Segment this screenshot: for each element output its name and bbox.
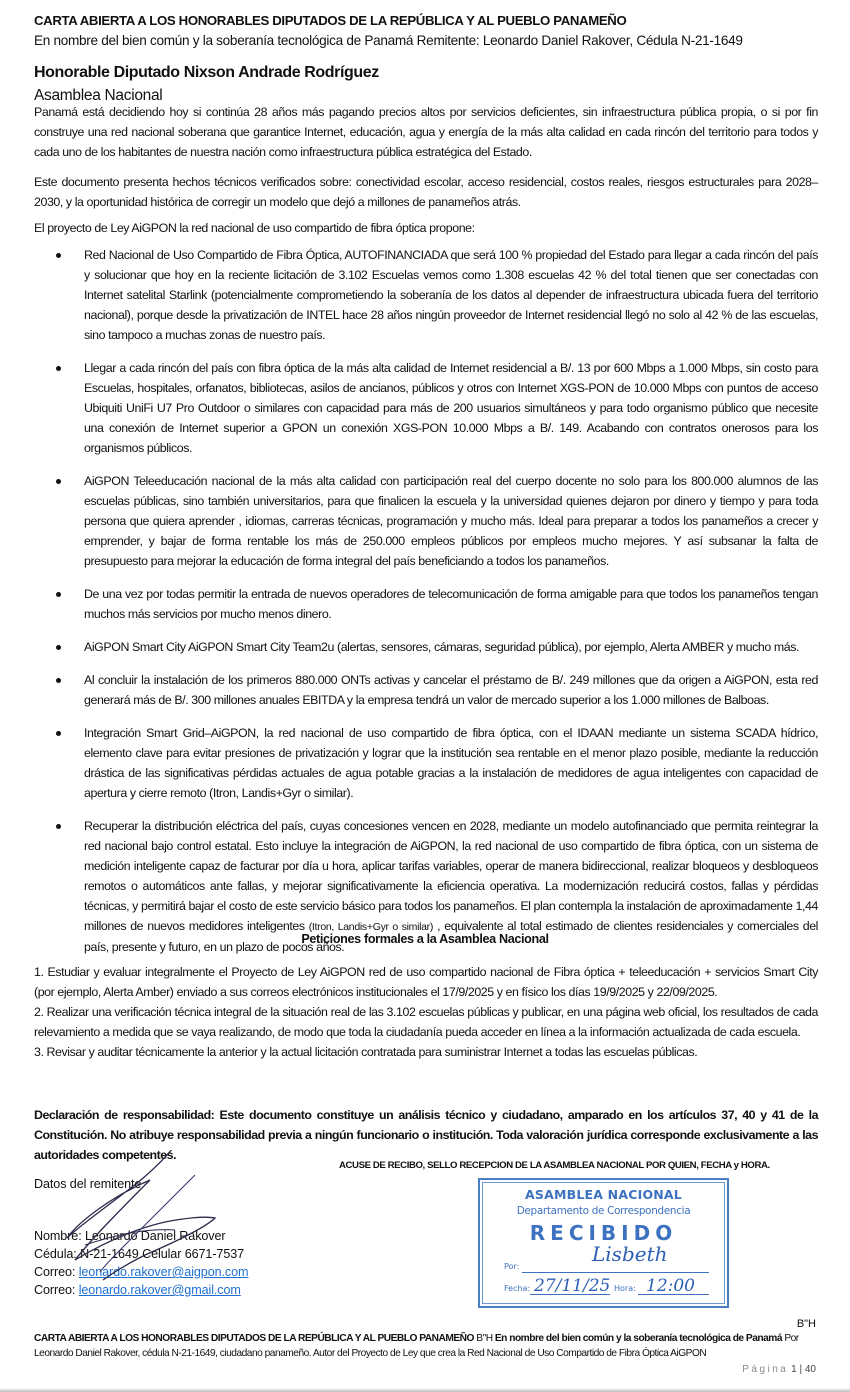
stamp-time-label: Hora: [614,1284,636,1293]
bullet-icon [56,253,61,258]
list-item: Llegar a cada rincón del país con fibra óptica de la más alta calidad de Internet residencial a B/. 13 por 600 Mbps a 1.000 Mbps, sin costo para Escuelas, hospitales, orfanatos, bibliotecas, asilos de ancianos, públicos y otros con Internet XGS-PON de 10.000 Mbps con puntos de acceso Ubiquiti UniFi U7 Pro Outdoor o similares con capacidad para más de 200 usuarios simultáneos y para todo organismo público que necesite una conexión de Internet superior a GPON un conexión XGS-PON 10.000 Mbps a B/. 149. Acabando con contratos onerosos para los organismos públicos. [34,358,818,458]
bullet-icon [56,479,61,484]
petition-item: 2. Realizar una verificación técnica integral de la situación real de las 3.102 escuelas públicas y publicar, en una página web oficial, los resultados de cada relevamiento a medida que se vaya realizando, de modo que toda la ciudadanía pueda acceder en línea a la información actualizada de cada escuela. [34,1005,818,1039]
petitions-list [34,962,818,1062]
stamp-institution: ASAMBLEA NACIONAL [525,1187,682,1202]
addressee-institution: Asamblea Nacional [34,87,163,104]
stamp-time-value: 12:00 [646,1276,695,1296]
bullet-icon [56,592,61,597]
list-item: AiGPON Teleeducación nacional de la más alta calidad con participación real del cuerpo docente no solo para los 800.000 alumnos de las escuelas públicas, sino también universitarios, para que finalicen la escuela y la universidad quienes dejaron por dinero y tiempo y para toda persona que quiera aprender , idiomas, carreras técnicas, programación y mucho más. Ideal para preparar a todos los panameños a crecer y emprender, y bajar de forma rentable los más de 250.000 empleos públicos por empleos mucho mejores. Y así subsanar la falta de presupuesto para mejorar la educación de forma integral del país beneficiando a todos los panameños. [34,471,818,571]
email-link[interactable]: leonardo.rakover@gmail.com [78,1283,241,1297]
list-item: Integración Smart Grid–AiGPON, la red nacional de uso compartido de fibra óptica, con el IDAAN mediante un sistema SCADA hídrico, elemento clave para evitar presiones de privatización y lograr que la institución sea rentable en el menor plazo posible, mediante la reducción drástica de las significativas pérdidas actuales de agua potable gracias a la instalación de medidores de agua inteligentes con capacidad de apertura y cierre remoto (Itron, Landis+Gyr o similar). [34,723,818,803]
bullet-icon [56,678,61,683]
list-item: Red Nacional de Uso Compartido de Fibra Óptica, AUTOFINANCIADA que será 100 % propiedad del Estado para llegar a cada rincón del país y solucionar que hoy en la reciente licitación de 3.102 Escuelas vemos como 1.308 escuelas 42 % del total tienen que ser conectadas con Internet satelital Starlink (potencialmente comprometiendo la soberanía de los datos al depender de infraestructura ubicada fuera del territorio nacional), porque desde la privatización de INTEL hace 28 años ningún proveedor de Internet residencial llegó no solo al 42 % de las escuelas, sino tampoco a muchas zonas de nuestro país. [34,245,818,345]
list-item: De una vez por todas permitir la entrada de nuevos operadores de telecomunicación de forma amigable para que todos los panameños tengan muchos más servicios por mucho menos dinero. [34,584,818,624]
sender-id-phone: Cédula: N-21-1649 Celular 6671-7537 [34,1247,245,1261]
proposals-list [34,245,818,970]
bullet-icon [56,824,61,829]
bullet-icon [56,731,61,736]
footer-bh-mark: B"H [796,1318,816,1330]
email-link[interactable]: leonardo.rakover@aigpon.com [78,1265,249,1279]
petition-item: 1. Estudiar y evaluar integralmente el Proyecto de Ley AiGPON red de uso compartido nacional de Fibra óptica + teleeducación + servicios Smart City (por ejemplo, Alerta Amber) enviado a sus correos electrónicos institucionales el 17/9/2025 y en físico los días 19/9/2025 y 22/09/2025. [34,965,818,999]
sender-heading: Datos del remitente [34,1177,142,1191]
bullet-icon [56,645,61,650]
page-edge [0,1388,850,1392]
sender-name: Nombre: Leonardo Daniel Rakover [34,1229,226,1243]
intro-paragraph: Este documento presenta hechos técnicos verificados sobre: conectividad escolar, acceso residencial, costos reales, riesgos estructurales para 2028–2030, y la oportunidad histórica de corregir un modelo que dejó a millones de panameños atrás. [34,175,818,209]
sender-email-row: Correo: leonardo.rakover@gmail.com [34,1283,241,1297]
addressee-name: Honorable Diputado Nixson Andrade Rodríguez [34,64,379,81]
page-number: Página 1 | 40 [742,1364,816,1375]
petitions-heading: Peticiones formales a la Asamblea Nacional [301,932,549,946]
stamp-received: RECIBIDO [529,1221,678,1245]
document-subtitle: En nombre del bien común y la soberanía tecnológica de Panamá Remitente: Leonardo Daniel Rakover, Cédula N-21-1649 [34,33,743,48]
document-title: CARTA ABIERTA A LOS HONORABLES DIPUTADOS DE LA REPÚBLICA Y AL PUEBLO PANAMEÑO [34,13,627,28]
stamp-date-label: Fecha: [504,1284,531,1293]
footer-line-1: CARTA ABIERTA A LOS HONORABLES DIPUTADOS DE LA REPÚBLICA Y AL PUEBLO PANAMEÑO B"H En nombre del bien común y la soberanía tecnológica de Panamá Por [34,1333,799,1344]
petition-item: 3. Revisar y auditar técnicamente la anterior y la actual licitación contratada para suministrar Internet a todas las escuelas públicas. [34,1045,698,1059]
responsibility-declaration: Declaración de responsabilidad: Este documento constituye un análisis técnico y ciudadano, amparado en los artículos 37, 40 y 41 de la Constitución. No atribuye responsabilidad previa a ningún funcionario o institución. Toda valoración jurídica corresponde exclusivamente a las autoridades competentes. [34,1108,818,1162]
list-item: Recuperar la distribución eléctrica del país, cuyas concesiones vencen en 2028, mediante un modelo autofinanciado que permita reintegrar la red nacional bajo control estatal. Esto incluye la integración de AiGPON, la red nacional de uso compartido de fibra óptica, con un sistema de medición inteligente capaz de facturar por día u hora, aplicar tarifas variables, operar de manera bidireccional, realizar bloqueos y desbloqueos remotos o automáticos ante fallas, y mejorar significativamente la eficiencia operativa. La modernización reducirá costos, fallas y pérdidas técnicas, y permitirá bajar el costo de este servicio básico para todos los panameños. El plan contempla la instalación de aproximadamente 1,44 millones de nuevos medidores inteligentes (Itron, Landis+Gyr o similar) , equivalente al total estimado de clientes residenciales y comerciales del país, presente y futuro, en un plazo de pocos años. [34,816,818,957]
acknowledgment-label: ACUSE DE RECIBO, SELLO RECEPCION DE LA ASAMBLEA NACIONAL POR QUIEN, FECHA y HORA. [339,1160,770,1171]
intro-paragraph: Panamá está decidiendo hoy si continúa 28 años más pagando precios altos por servicios deficientes, sin infraestructura pública propia, o si por fin construye una red nacional soberana que garantice Internet, educación, agua y energía de la más alta calidad en cada rincón del territorio para todos y cada uno de los habitantes de nuestra nación como infraestructura pública estratégica del Estado. [34,105,818,159]
stamp-by-label: Por: [504,1262,520,1271]
bullet-icon [56,366,61,371]
footer-line-2: Leonardo Daniel Rakover, cédula N-21-1649, ciudadano panameño. Autor del Proyecto de Ley que crea la Red Nacional de Uso Compartido de Fibra Óptica AiGPON [34,1348,707,1359]
sender-details [34,1175,248,1299]
list-item: Al concluir la instalación de los primeros 880.000 ONTs activas y cancelar el préstamo de B/. 249 millones que da origen a AiGPON, esta red generará más de B/. 300 millones anuales EBITDA y la empresa tendrá un valor de mercado superior a los 1.000 millones de Balboas. [34,670,818,710]
stamp-by-value: Lisbeth [592,1242,668,1266]
stamp-department: Departamento de Correspondencia [516,1205,691,1217]
reception-stamp [478,1178,729,1308]
list-item: AiGPON Smart City AiGPON Smart City Team2u (alertas, sensores, cámaras, seguridad pública), por ejemplo, Alerta AMBER y mucho más. [34,637,818,657]
intro-paragraph: El proyecto de Ley AiGPON la red nacional de uso compartido de fibra óptica propone: [34,221,475,235]
stamp-date-value: 27/11/25 [534,1276,611,1296]
sender-email-row: Correo: leonardo.rakover@aigpon.com [34,1265,249,1279]
